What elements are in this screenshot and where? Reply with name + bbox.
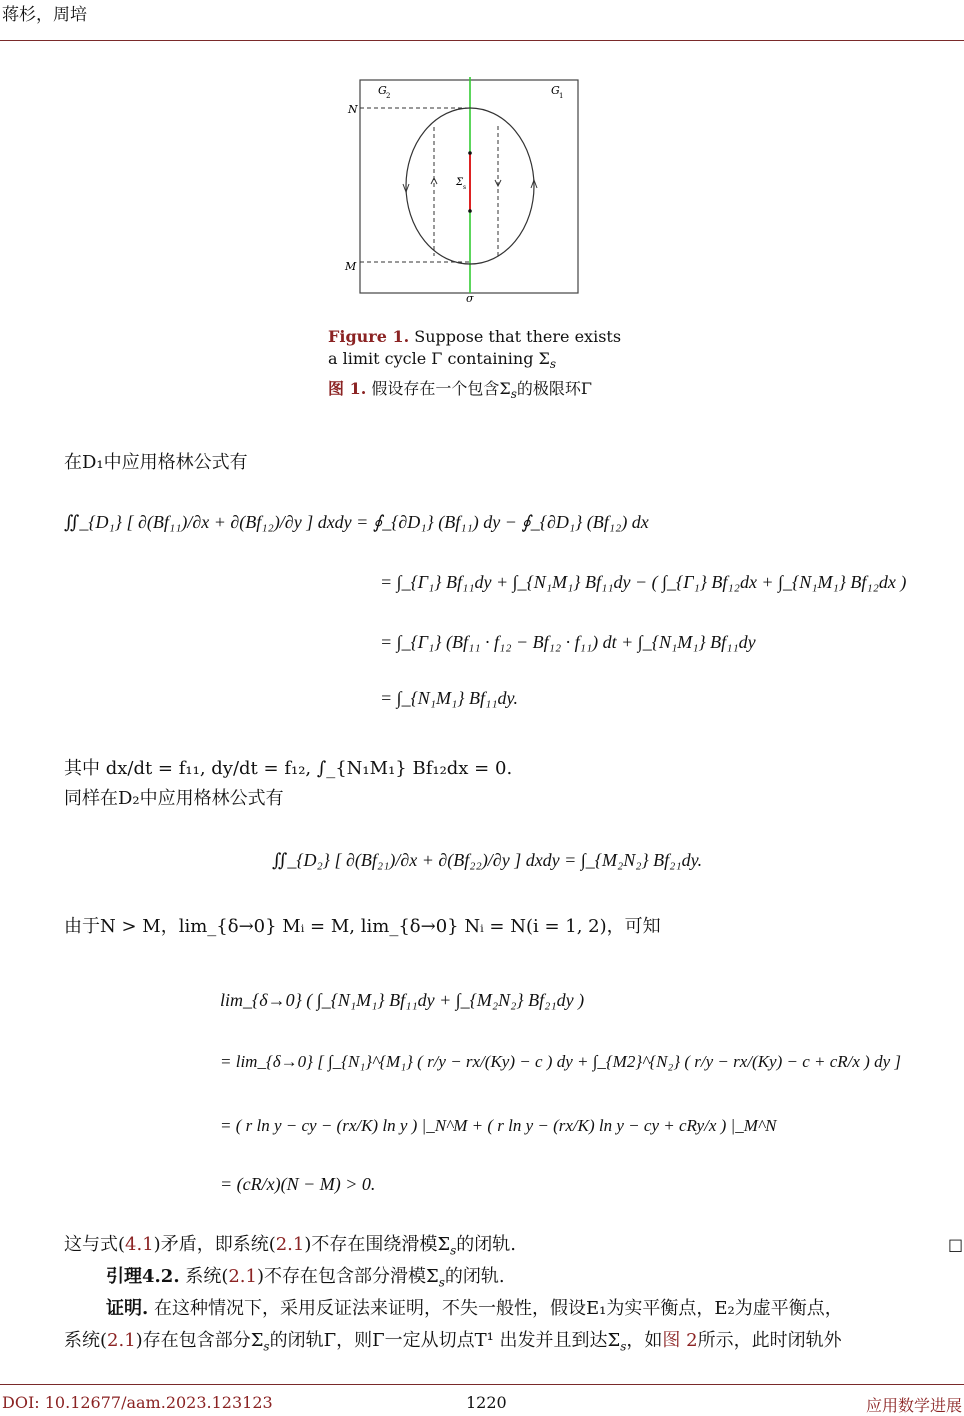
label-sigma-s: Σ <box>456 177 464 188</box>
footer-page-number: 1220 <box>466 1393 507 1412</box>
running-header-authors: 蒋杉，周培 <box>2 5 87 25</box>
footer-rule <box>0 1384 964 1385</box>
figure-1-diagram <box>330 72 590 308</box>
figure-ref-2[interactable]: 图 2 <box>662 1330 698 1351</box>
equation-1-line-1: ∬_{D₁} [ ∂(Bf₁₁)/∂x + ∂(Bf₁₂)/∂y ] dxdy = ∮_{∂D₁} (Bf₁₁) dy − ∮_{∂D₁} (Bf₁₂) dx <box>64 512 649 532</box>
equation-3-line-2: = lim_{δ→0} [ ∫_{N₁}^{M₁} ( r/y − rx/(Ky) − c ) dy + ∫_{M2}^{N₂} ( r/y − rx/(Ky) − c + cR/x ) dy ] <box>220 1052 902 1071</box>
para-green-formula-d1: 在D₁中应用格林公式有 <box>64 452 248 473</box>
para-green-formula-d2: 同样在D₂中应用格林公式有 <box>64 788 284 809</box>
figure-caption-zh: 图 1. 假设存在一个包含$\Sigma_s$的极限环Γ <box>328 379 592 402</box>
label-sigma: σ <box>466 292 474 305</box>
para-where: 其中 dx/dt = f₁₁, dy/dt = f₁₂, ∫_{N₁M₁} Bf₁₂dx = 0. <box>64 758 513 779</box>
label-g1-sub: 1 <box>559 92 564 100</box>
equation-1-line-2: = ∫_{Γ₁} Bf₁₁dy + ∫_{N₁M₁} Bf₁₁dy − ( ∫_{Γ₁} Bf₁₂dx + ∫_{N₁M₁} Bf₁₂dx ) <box>380 572 907 592</box>
equation-2: ∬_{D₂} [ ∂(Bf₂₁)/∂x + ∂(Bf₂₂)/∂y ] dxdy = ∫_{M₂N₂} Bf₂₁dy. <box>272 850 703 870</box>
equation-3-line-3: = ( r ln y − cy − (rx/K) ln y ) |_N^M + ( r ln y − (rx/K) ln y − cy + cRy/x ) |_M^N <box>220 1116 777 1135</box>
qed-symbol: □ <box>948 1235 964 1254</box>
eq-ref-2-1[interactable]: 2.1 <box>275 1234 305 1255</box>
lemma-eq-ref-2-1[interactable]: 2.1 <box>228 1266 257 1287</box>
para-contradiction: 这与式(4.1)矛盾，即系统(2.1)不存在围绕滑模$\Sigma_s$的闭轨. <box>64 1234 517 1258</box>
label-n: N <box>348 103 358 116</box>
label-sigma-s-sub: s <box>463 184 467 191</box>
label-g2-sub: 2 <box>386 92 391 100</box>
label-g1: G <box>551 84 560 97</box>
header-rule <box>0 40 964 41</box>
proof-eq-ref-2-1[interactable]: 2.1 <box>107 1330 136 1351</box>
equation-1-line-3: = ∫_{Γ₁} (Bf₁₁ · f₁₂ − Bf₁₂ · f₁₁) dt + ∫_{N₁M₁} Bf₁₁dy <box>380 632 756 652</box>
figure-caption-en: Figure 1. Suppose that there exists a limit cycle Γ containing $\Sigma_s$ <box>328 327 622 372</box>
proof-line-1: 证明. 在这种情况下，采用反证法来证明，不失一般性，假设E₁为实平衡点，E₂为虚平衡点， <box>106 1298 843 1319</box>
label-g2: G <box>378 84 387 97</box>
equation-1-line-4: = ∫_{N₁M₁} Bf₁₁dy. <box>380 688 518 708</box>
lemma-4-2: 引理4.2. 系统(2.1)不存在包含部分滑模$\Sigma_s$的闭轨. <box>106 1266 505 1290</box>
footer-journal-name[interactable]: 应用数学进展 <box>865 1396 962 1415</box>
equation-3-line-1: lim_{δ→0} ( ∫_{N₁M₁} Bf₁₁dy + ∫_{M₂N₂} Bf₂₁dy ) <box>220 990 585 1010</box>
footer-doi[interactable]: DOI: 10.12677/aam.2023.123123 <box>2 1393 273 1412</box>
para-since: 由于N > M，lim_{δ→0} Mᵢ = M, lim_{δ→0} Nᵢ = N(i = 1, 2)，可知 <box>64 916 661 937</box>
eq-ref-4-1[interactable]: 4.1 <box>125 1234 154 1255</box>
equation-3-line-4: = (cR/x)(N − M) > 0. <box>220 1174 376 1194</box>
proof-line-2: 系统(2.1)存在包含部分$\Sigma_s$的闭轨Γ，则Γ一定从切点T¹ 出发并且到达$\Sigma_s$，如图 2所示，此时闭轨外 <box>64 1330 842 1354</box>
label-m: M <box>345 260 357 273</box>
